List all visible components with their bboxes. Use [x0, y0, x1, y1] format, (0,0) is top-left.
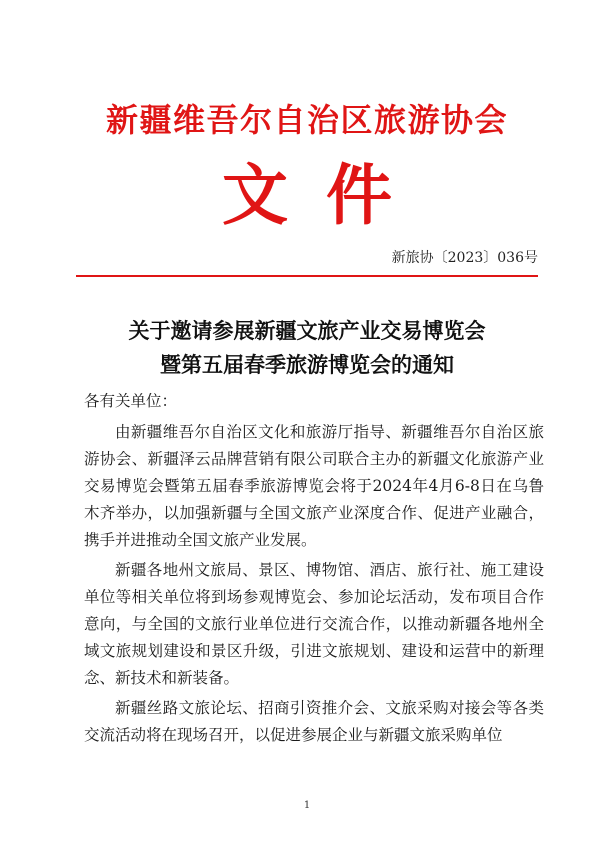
title-line-1: 关于邀请参展新疆文旅产业交易博览会 [128, 318, 486, 343]
body-paragraph: 新疆丝路文旅论坛、招商引资推介会、文旅采购对接会等各类交流活动将在现场召开，以促进参展企业与新疆文旅采购单位 [84, 699, 544, 744]
document-word: 文件 [222, 156, 430, 234]
title-line-2: 暨第五届春季旅游博览会的通知 [160, 352, 454, 377]
document-title [0, 314, 614, 382]
page-number: 1 [303, 800, 311, 811]
red-divider-line [76, 275, 538, 277]
salutation: 各有关单位： [84, 392, 178, 410]
document-number: 新旅协〔2023〕036号 [391, 250, 538, 266]
organization-header: 新疆维吾尔自治区旅游协会 [105, 101, 508, 139]
body-paragraph: 新疆各地州文旅局、景区、博物馆、酒店、旅行社、施工建设单位等相关单位将到场参观博览会、参加论坛活动，发布项目合作意向，与全国的文旅行业单位进行交流合作，以推动新疆各地州全域文旅规划建设和景区升级，引进文旅规划、建设和运营中的新理念、新技术和新装备。 [84, 561, 544, 687]
document-body [84, 388, 544, 749]
body-paragraph: 由新疆维吾尔自治区文化和旅游厅指导、新疆维吾尔自治区旅游协会、新疆泽云品牌营销有限公司联合主办的新疆文化旅游产业交易博览会暨第五届春季旅游博览会将于2024年4月6-8日在乌鲁木齐举办，以加强新疆与全国文旅产业深度合作、促进产业融合，携手并进推动全国文旅产业发展。 [84, 423, 544, 549]
